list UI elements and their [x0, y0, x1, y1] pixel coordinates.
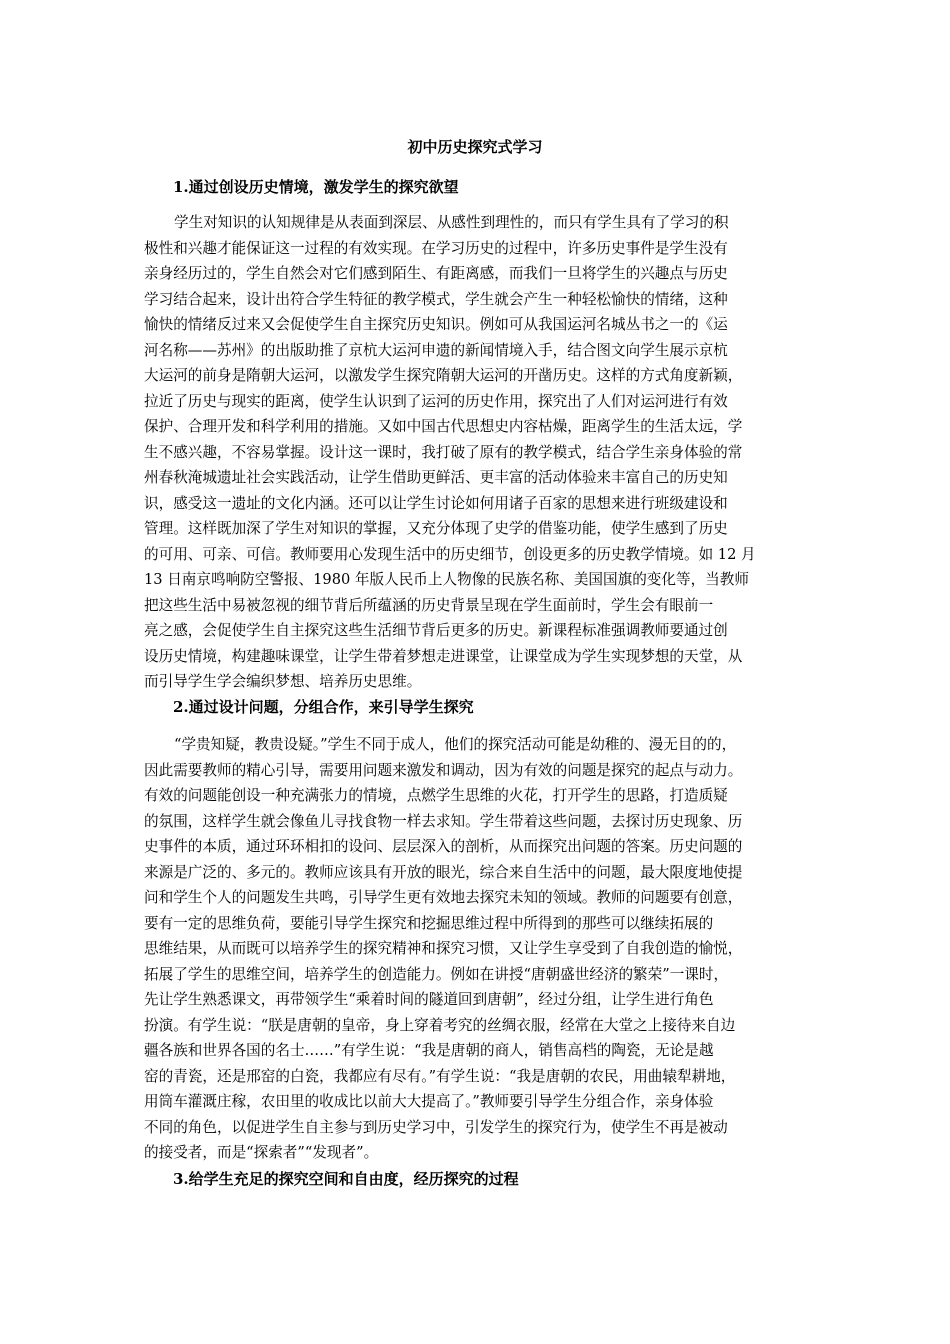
paragraph-line: 学生对知识的认知规律是从表面到深层、从感性到理性的，而只有学生具有了学习的积: [174, 214, 729, 231]
paragraph-line: 愉快的情绪反过来又会促使学生自主探究历史知识。例如可从我国运河名城丛书之一的《运: [144, 316, 728, 333]
paragraph-line: 史事件的本质，通过环环相扣的设问、层层深入的剖析，从而探究出问题的答案。历史问题的: [144, 838, 743, 855]
paragraph-line: 识，感受这一遗址的文化内涵。还可以让学生讨论如何用诸子百家的思想来进行班级建设和: [144, 494, 728, 512]
paragraph-line: 把这些生活中易被忽视的细节背后所蕴涵的历史背景呈现在学生面前时，学生会有眼前一: [144, 596, 714, 614]
paragraph-line: 因此需要教师的精心引导，需要用问题来激发和调动，因为有效的问题是探究的起点与动力。: [144, 761, 743, 779]
paragraph-line: 要有一定的思维负荷，要能引导学生探究和挖掘思维过程中所得到的那些可以继续拓展的: [144, 914, 714, 932]
paragraph-line: 问和学生个人的问题发生共鸣，引导学生更有效地去探究未知的领域。教师的问题要有创意，: [144, 889, 743, 906]
paragraph-line: 用筒车灌溉庄稼，农田里的收成比以前大大提高了。”教师要引导学生分组合作，亲身体验: [144, 1093, 714, 1110]
paragraph-line: 管理。这样既加深了学生对知识的掌握，又充分体现了史学的借鉴功能，使学生感到了历史: [144, 520, 728, 537]
section-1-heading: 1.通过创设历史情境，激发学生的探究欲望: [173, 178, 459, 196]
paragraph-line: 河名称——苏州》的出版助推了京杭大运河申遗的新闻情境入手，结合图文向学生展示京杭: [144, 341, 728, 359]
paragraph-line: 窑的青瓷，还是邢窑的白瓷，我都应有尽有。”有学生说：“我是唐朝的农民，用曲辕犁耕地，: [144, 1067, 736, 1085]
section-2-paragraph: [144, 732, 809, 1166]
paragraph-line: 大运河的前身是隋朝大运河，以激发学生探究隋朝大运河的开凿历史。这样的方式角度新颖，: [144, 367, 743, 384]
paragraph-line: 极性和兴趣才能保证这一过程的有效实现。在学习历史的过程中，许多历史事件是学生没有: [144, 239, 728, 257]
paragraph-line: 拓展了学生的思维空间，培养学生的创造能力。例如在讲授“唐朝盛世经济的繁荣”一课时，: [144, 965, 729, 983]
section-2-heading: 2.通过设计问题，分组合作，来引导学生探究: [173, 698, 474, 716]
paragraph-line: 亲身经历过的，学生自然会对它们感到陌生、有距离感，而我们一旦将学生的兴趣点与历史: [144, 265, 728, 282]
document-title: 初中历史探究式学习: [407, 138, 543, 156]
section-1-paragraph: [144, 210, 809, 695]
paragraph-line: 学习结合起来，设计出符合学生特征的教学模式，学生就会产生一种轻松愉快的情绪，这种: [144, 290, 728, 308]
paragraph-line: 州春秋淹城遗址社会实践活动，让学生借助更鲜活、更丰富的活动体验来丰富自己的历史知: [144, 469, 728, 486]
paragraph-line: 设历史情境，构建趣味课堂，让学生带着梦想走进课堂，让课堂成为学生实现梦想的天堂，从: [144, 647, 743, 665]
section-3-heading: 3.给学生充足的探究空间和自由度，经历探究的过程: [173, 1170, 519, 1188]
paragraph-line: 保护、合理开发和科学利用的措施。又如中国古代思想史内容枯燥，距离学生的生活太远，学: [144, 418, 743, 435]
paragraph-line: 的接受者，而是“探索者”“发现者”。: [144, 1144, 379, 1161]
paragraph-line: 有效的问题能创设一种充满张力的情境，点燃学生思维的火花，打开学生的思路，打造质疑: [144, 787, 728, 804]
paragraph-line: “学贵知疑，教贵设疑。”学生不同于成人，他们的探究活动可能是幼稚的、漫无目的的，: [174, 736, 737, 753]
paragraph-line: 的氛围，这样学生就会像鱼儿寻找食物一样去求知。学生带着这些问题，去探讨历史现象、历: [144, 812, 743, 830]
paragraph-line: 生不感兴趣，不容易掌握。设计这一课时，我打破了原有的教学模式，结合学生亲身体验的常: [144, 443, 743, 461]
paragraph-line: 疆各族和世界各国的名士……”有学生说：“我是唐朝的商人，销售高档的陶瓷，无论是越: [144, 1042, 714, 1059]
paragraph-line: 来源是广泛的、多元的。教师应该具有开放的眼光，综合来自生活中的问题，最大限度地使提: [144, 863, 743, 881]
paragraph-line: 亮之感，会促使学生自主探究这些生活细节背后更多的历史。新课程标准强调教师要通过创: [144, 622, 728, 639]
paragraph-line: 扮演。有学生说：“朕是唐朝的皇帝，身上穿着考究的丝绸衣服，经常在大堂之上接待来自边: [144, 1016, 736, 1034]
paragraph-line: 先让学生熟悉课文，再带领学生“乘着时间的隧道回到唐朝”，经过分组，让学生进行角色: [144, 991, 714, 1008]
paragraph-line: 而引导学生学会编织梦想、培养历史思维。: [144, 673, 422, 690]
paragraph-line: 拉近了历史与现实的距离，使学生认识到了运河的历史作用，探究出了人们对运河进行有效: [144, 392, 728, 410]
paragraph-line: 的可用、可亲、可信。教师要用心发现生活中的历史细节，创设更多的历史教学情境。如 12 月: [144, 545, 756, 563]
paragraph-line: 思维结果，从而既可以培养学生的探究精神和探究习惯，又让学生享受到了自我创造的愉悦，: [144, 940, 743, 957]
paragraph-line: 13 日南京鸣响防空警报、1980 年版人民币上人物像的民族名称、美国国旗的变化等，当教师: [144, 571, 749, 588]
paragraph-line: 不同的角色，以促进学生自主参与到历史学习中，引发学生的探究行为，使学生不再是被动: [144, 1118, 728, 1136]
